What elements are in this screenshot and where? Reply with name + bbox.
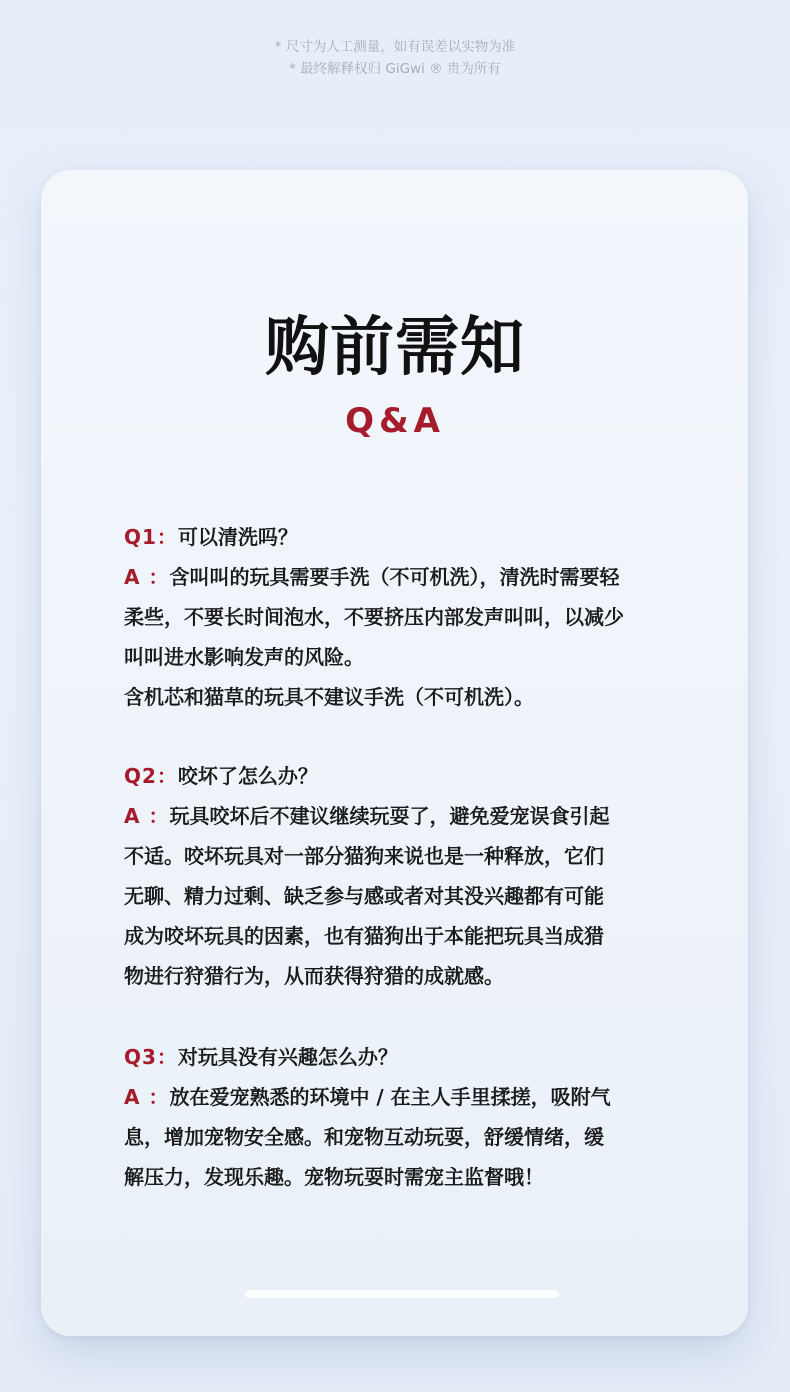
answer-label: A ： xyxy=(124,1085,170,1109)
answer-label: A ： xyxy=(124,804,170,828)
answer-line: 不适。咬坏玩具对一部分猫狗来说也是一种释放，它们 xyxy=(124,844,604,868)
page-title: 购前需知 xyxy=(265,311,525,385)
answer-line: 无聊、精力过剩、缺乏参与感或者对其没兴趣都有可能 xyxy=(124,884,604,908)
faq-item-damaged xyxy=(124,756,684,996)
answer-line xyxy=(124,796,684,836)
answer-line: 含机芯和猫草的玩具不建议手洗（不可机洗）。 xyxy=(124,685,534,709)
answer-line: 解压力，发现乐趣。宠物玩耍时需宠主监督哦！ xyxy=(124,1165,544,1189)
faq-item-no-interest xyxy=(124,1037,684,1197)
answer-line xyxy=(124,557,684,597)
answer-text: 玩具咬坏后不建议继续玩耍了，避免爱宠误食引起 xyxy=(169,804,610,828)
disclaimer-line-rights: * 最终解释权归 GiGwi ® 贵为所有 xyxy=(289,61,501,77)
answer-label: A ： xyxy=(124,565,170,589)
question-text: 咬坏了怎么办？ xyxy=(177,764,318,788)
answer-line xyxy=(124,1077,684,1117)
question xyxy=(124,1037,684,1077)
answer-line: 柔些，不要长时间泡水，不要挤压内部发声叫叫，以减少 xyxy=(124,605,624,629)
question xyxy=(124,517,684,557)
answer-line: 物进行狩猎行为，从而获得狩猎的成就感。 xyxy=(124,964,504,988)
faq-item-washing xyxy=(124,517,684,717)
page-subtitle: Q&A xyxy=(345,401,445,441)
question-label: Q1： xyxy=(124,525,178,549)
question-label: Q2： xyxy=(124,764,178,788)
question xyxy=(124,756,684,796)
question-text: 对玩具没有兴趣怎么办？ xyxy=(177,1045,398,1069)
card-bottom-highlight xyxy=(245,1290,559,1298)
disclaimer-line-size: * 尺寸为人工测量，如有误差以实物为准 xyxy=(274,39,516,55)
answer-line: 叫叫进水影响发声的风险。 xyxy=(124,645,364,669)
answer-line: 成为咬坏玩具的因素，也有猫狗出于本能把玩具当成猎 xyxy=(124,924,604,948)
answer-text: 含叫叫的玩具需要手洗（不可机洗），清洗时需要轻 xyxy=(169,565,620,589)
answer-text: 放在爱宠熟悉的环境中 / 在主人手里揉搓，吸附气 xyxy=(169,1085,611,1109)
question-text: 可以清洗吗？ xyxy=(177,525,298,549)
answer-line: 息，增加宠物安全感。和宠物互动玩耍，舒缓情绪，缓 xyxy=(124,1125,604,1149)
question-label: Q3： xyxy=(124,1045,178,1069)
disclaimer xyxy=(0,36,790,80)
